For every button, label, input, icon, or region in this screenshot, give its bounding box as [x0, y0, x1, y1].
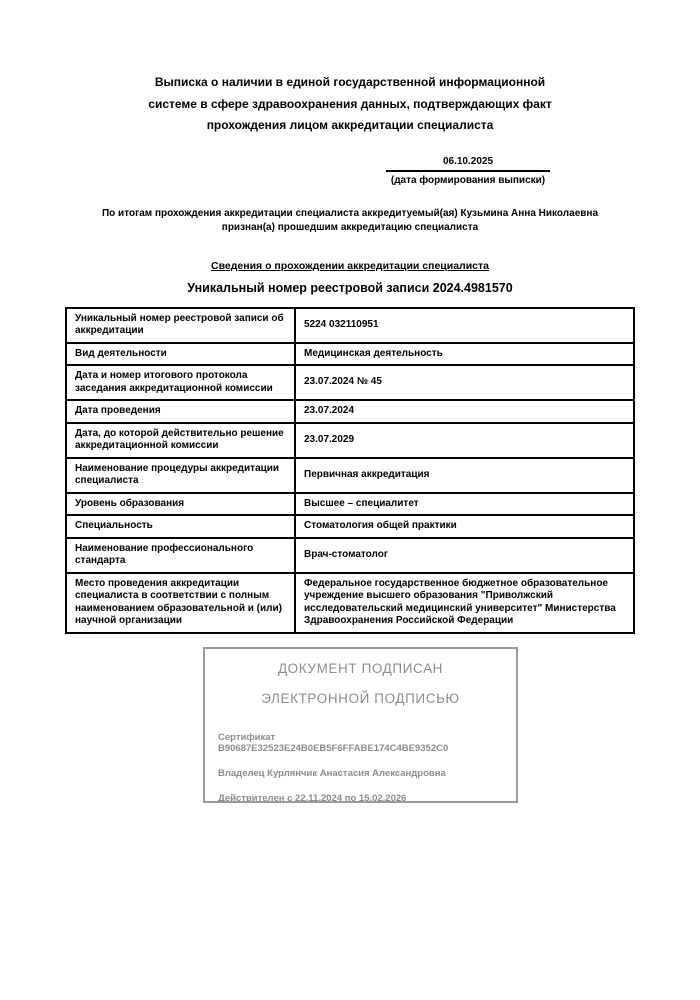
row-label: Наименование процедуры аккредитации специалиста [66, 458, 295, 493]
document-title [0, 0, 700, 137]
extract-date: 06.10.2025 [386, 156, 550, 172]
extract-date-caption: (дата формирования выписки) [390, 174, 546, 186]
signature-title-line1: ДОКУМЕНТ ПОДПИСАН [277, 660, 444, 676]
table-row [66, 573, 634, 633]
row-value: Стоматология общей практики [295, 515, 634, 538]
signature-title-line2: ЭЛЕКТРОННОЙ ПОДПИСЬЮ [261, 690, 460, 706]
row-label: Специальность [66, 515, 295, 538]
row-label: Уникальный номер реестровой записи об аккредитации [66, 308, 295, 343]
signature-validity: Действителен с 22.11.2024 по 15.02.2026 [218, 792, 407, 804]
accreditation-details-table [65, 307, 635, 634]
title-line-2: системе в сфере здравоохранения данных, подтверждающих факт [148, 96, 552, 111]
section-heading: Сведения о прохождении аккредитации специалиста [211, 259, 489, 272]
row-label: Дата и номер итогового протокола заседания аккредитационной комиссии [66, 365, 295, 400]
table-row [66, 400, 634, 423]
row-value: Медицинская деятельность [295, 343, 634, 366]
title-line-1: Выписка о наличии в единой государственной информационной [154, 75, 546, 89]
table-row [66, 423, 634, 458]
intro-paragraph [0, 207, 700, 235]
table-row [66, 493, 634, 516]
row-label: Наименование профессионального стандарта [66, 538, 295, 573]
row-label: Уровень образования [66, 493, 295, 516]
table-row [66, 308, 634, 343]
signature-certificate: Сертификат B90687E32523E24B0EB5F6FFABE174C4BE9352C0 [218, 731, 449, 754]
signature-owner: Владелец Курлянчик Анастасия Александровна [218, 767, 446, 779]
row-label: Дата, до которой действительно решение аккредитационной комиссии [66, 423, 295, 458]
table-row [66, 343, 634, 366]
electronic-signature-stamp [203, 647, 518, 803]
row-value: 23.07.2024 № 45 [295, 365, 634, 400]
registry-number-heading: Уникальный номер реестровой записи 2024.4981570 [187, 280, 513, 295]
title-line-3: прохождения лицом аккредитации специалиста [206, 118, 494, 132]
row-value: Врач-стоматолог [295, 538, 634, 573]
table-row [66, 365, 634, 400]
row-value: 23.07.2029 [295, 423, 634, 458]
intro-line-1: По итогам прохождения аккредитации специалиста аккредитуемый(ая) Кузьмина Анна Николаевна [101, 207, 599, 219]
extract-date-block [386, 156, 550, 186]
row-label: Дата проведения [66, 400, 295, 423]
row-label: Место проведения аккредитации специалиста в соответствии с полным наименованием образовательной и (или) научной организации [66, 573, 295, 633]
intro-line-2: признан(а) прошедшим аккредитацию специалиста [221, 221, 479, 233]
row-value: 5224 032110951 [295, 308, 634, 343]
row-value: Высшее – специалитет [295, 493, 634, 516]
row-value: Федеральное государственное бюджетное образовательное учреждение высшего образования "Приволжский исследовательский медицинский университет" Министерства Здравоохранения Российской Федерации [295, 573, 634, 633]
table-row [66, 458, 634, 493]
table-row [66, 515, 634, 538]
row-value: 23.07.2024 [295, 400, 634, 423]
table-row [66, 538, 634, 573]
row-label: Вид деятельности [66, 343, 295, 366]
row-value: Первичная аккредитация [295, 458, 634, 493]
